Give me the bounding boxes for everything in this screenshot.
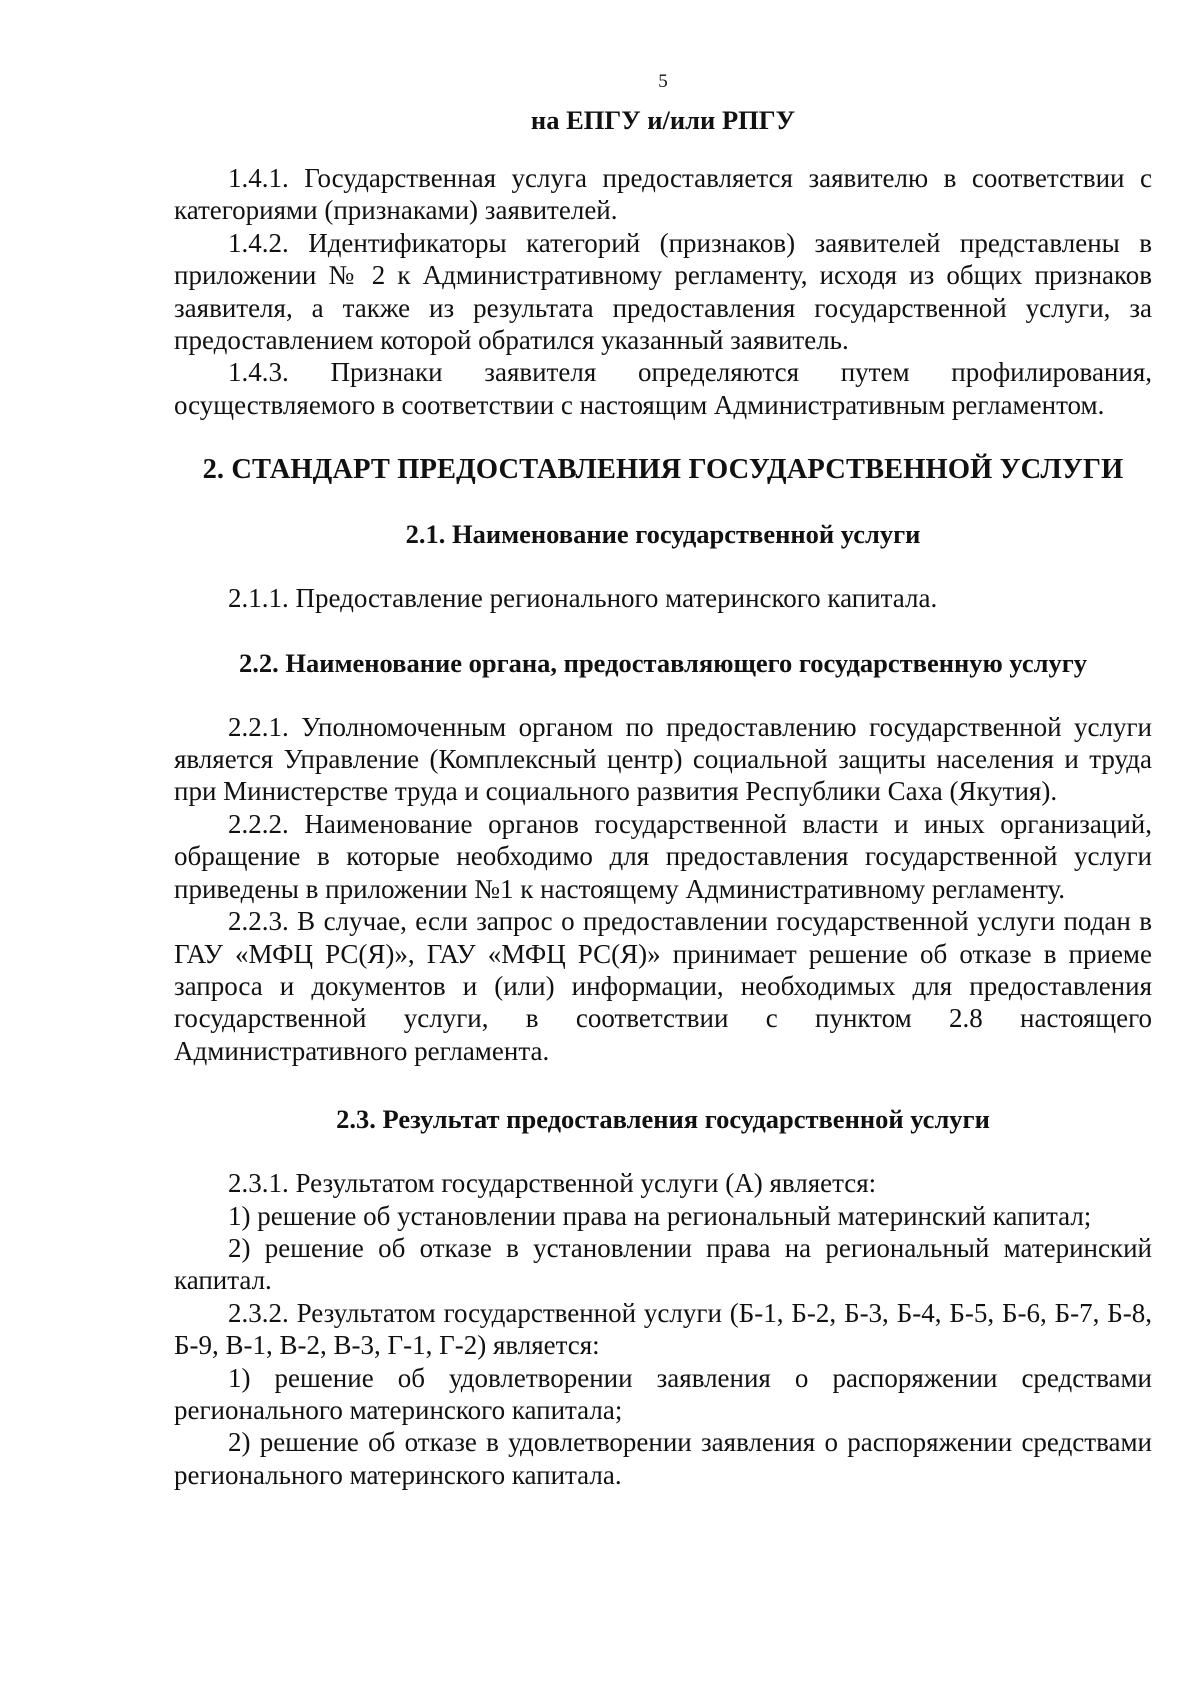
section-2-title: 2. СТАНДАРТ ПРЕДОСТАВЛЕНИЯ ГОСУДАРСТВЕННОЙ УСЛУГИ <box>202 454 1124 486</box>
list-item-2-3-1-1: 1) решение об установлении права на региональный материнский капитал; <box>228 1200 1092 1231</box>
paragraph-1-4-1: 1.4.1. Государственная услуга предоставляется заявителю в соответствии с категориями (признаками) заявителей. <box>174 163 1152 226</box>
page-number: 5 <box>658 71 668 92</box>
list-item-2-3-2-1: 1) решение об удовлетворении заявления о распоряжении средствами регионального материнского капитала; <box>174 1362 1152 1425</box>
subsection-2-1-title: 2.1. Наименование государственной услуги <box>405 519 921 550</box>
list-item-2-3-1-2: 2) решение об отказе в установлении права на региональный материнский капитал. <box>174 1232 1152 1296</box>
subsection-2-2-title: 2.2. Наименование органа, предоставляющего государственную услугу <box>238 647 1088 678</box>
section-1-4-body <box>174 162 1152 421</box>
subsection-2-3-title: 2.3. Результат предоставления государственной услуги <box>336 1104 990 1135</box>
paragraph-2-3-2: 2.3.2. Результатом государственной услуги (Б-1, Б-2, Б-3, Б-4, Б-5, Б-6, Б-7, Б-8, Б-9, В-1, В-2, В-3, Г-1, Г-2) является: <box>174 1297 1152 1361</box>
subsection-2-1-body <box>174 582 1152 614</box>
list-item-2-3-2-2: 2) решение об отказе в удовлетворении заявления о распоряжении средствами регионального материнского капитала. <box>174 1427 1152 1490</box>
paragraph-1-4-2: 1.4.2. Идентификаторы категорий (признаков) заявителей представлены в приложении № 2 к Административному регламенту, исходя из общих признаков заявителя, а также из результата предоставления государственной услуги, за предоставлением которой обратился указанный заявитель. <box>174 227 1152 356</box>
subsection-2-2-body <box>174 711 1152 1067</box>
paragraph-2-2-3: 2.2.3. В случае, если запрос о предоставлении государственной услуги подан в ГАУ «МФЦ РС(Я)», ГАУ «МФЦ РС(Я)» принимает решение об отказе в приеме запроса и документов и (или) информации, необходимых для предоставления государственной услуги, в соответствии с пунктом 2.8 настоящего Административного регламента. <box>174 906 1152 1066</box>
subsection-2-3-body <box>174 1167 1152 1491</box>
document-page <box>174 70 1152 1491</box>
paragraph-2-1-1: 2.1.1. Предоставление регионального материнского капитала. <box>228 583 938 614</box>
paragraph-2-3-1: 2.3.1. Результатом государственной услуги (А) является: <box>228 1168 877 1199</box>
paragraph-2-2-2: 2.2.2. Наименование органов государственной власти и иных организаций, обращение в которые необходимо для предоставления государственной услуги приведены в приложении №1 к настоящему Административному регламенту. <box>174 808 1152 904</box>
paragraph-2-2-1: 2.2.1. Уполномоченным органом по предоставлению государственной услуги является Управление (Комплексный центр) социальной защиты населения и труда при Министерстве труда и социального развития Республики Саха (Якутия). <box>174 711 1152 807</box>
paragraph-1-4-3: 1.4.3. Признаки заявителя определяются путем профилирования, осуществляемого в соответствии с настоящим Административным регламентом. <box>174 357 1152 420</box>
section-heading-continuation: на ЕПГУ и/или РПГУ <box>530 105 796 135</box>
